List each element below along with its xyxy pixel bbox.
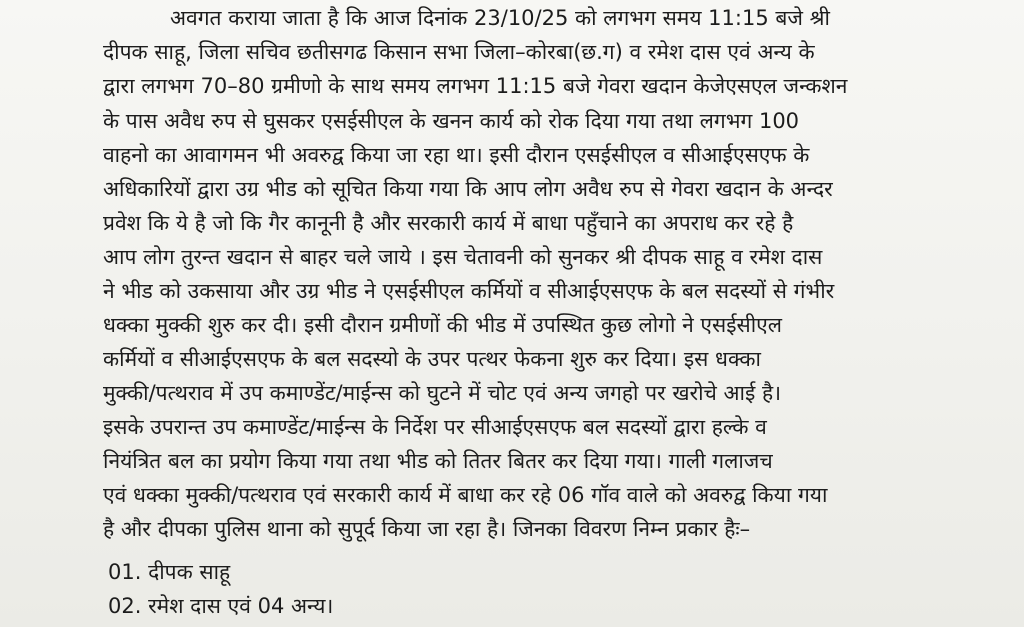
paragraph-line-7: प्रवेश कि ये है जो कि गैर कानूनी है और सरकारी कार्य में बाधा पहुँचाने का अपराध कर रहे है (103, 211, 794, 235)
paragraph-line-4: के पास अवैध रुप से घुसकर एसईसीएल के खनन कार्य को रोक दिया गया तथा लगभग 100 (103, 109, 800, 133)
paragraph-line-14: नियंत्रित बल का प्रयोग किया गया तथा भीड को तितर बितर कर दिया गया। गाली गलाजच (103, 449, 773, 473)
paragraph-line-10: धक्का मुक्की शुरु कर दी। इसी दौरान ग्रमीणों की भीड में उपस्थित कुछ लोगो ने एसईसीएल (103, 313, 783, 337)
paragraph-line-5: वाहनो का आवागमन भी अवरुद्व किया जा रहा था। इसी दौरान एसईसीएल व सीआईएसएफ के (103, 143, 810, 167)
paragraph-line-1: अवगत कराया जाता है कि आज दिनांक 23/10/25 को लगभग समय 11:15 बजे श्री (170, 6, 830, 30)
paragraph-line-3: द्वारा लगभग 70–80 ग्रमीणो के साथ समय लगभग 11:15 बजे गेवरा खदान केजेएसएल जन्कशन (103, 74, 848, 98)
list-item-1: 01. दीपक साहू (108, 560, 231, 584)
paragraph-line-8: आप लोग तुरन्त खदान से बाहर चले जाये । इस चेतावनी को सुनकर श्री दीपक साहू व रमेश दास (103, 245, 823, 269)
paragraph-line-2: दीपक साहू, जिला सचिव छतीसगढ किसान सभा जिला–कोरबा(छ.ग) व रमेश दास एवं अन्य के (103, 40, 815, 64)
paragraph-line-15: एवं धक्का मुक्की/पत्थराव एवं सरकारी कार्य में बाधा कर रहे 06 गॉव वाले को अवरुद्व किया गया (103, 483, 828, 507)
paragraph-line-9: ने भीड को उकसाया और उग्र भीड ने एसईसीएल कर्मियों व सीआईएसएफ के बल सदस्यों से गंभीर (103, 279, 835, 303)
list-item-2: 02. रमेश दास एवं 04 अन्य। (108, 594, 334, 618)
paragraph-line-11: कर्मियों व सीआईएसएफ के बल सदस्यो के उपर पत्थर फेकना शुरु कर दिया। इस धक्का (103, 347, 761, 371)
paragraph-line-6: अधिकारियों द्वारा उग्र भीड को सूचित किया गया कि आप लोग अवैध रुप से गेवरा खदान के अन्दर (103, 177, 833, 201)
paragraph-line-12: मुक्की/पत्थराव में उप कमाण्डेंट/माईन्स को घुटने में चोट एवं अन्य जगहो पर खरोचे आई है। (103, 381, 782, 405)
paragraph-line-16: है और दीपका पुलिस थाना को सुपूर्द किया जा रहा है। जिनका विवरण निम्न प्रकार हैः– (103, 517, 751, 541)
paragraph-line-13: इसके उपरान्त उप कमाण्डेंट/माईन्स के निर्देश पर सीआईएसएफ बल सदस्यों द्वारा हल्के व (103, 415, 767, 439)
